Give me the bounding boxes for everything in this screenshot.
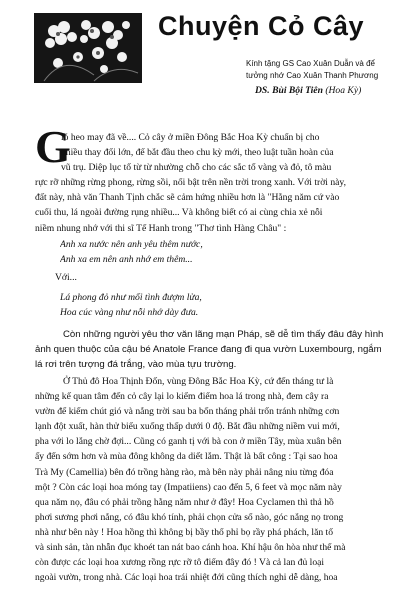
text-line: đất này, nhà văn Thanh Tịnh chắc sẽ cảm hứng nhiều hơn là "Hằng năm cứ vào — [35, 192, 340, 204]
dedication-line: Kính tặng GS Cao Xuân Duẫn và để — [246, 59, 375, 68]
text-line: rực rỡ những rừng phong, rừng sồi, nổi bật trên nền trời trong xanh. Với trời này, — [35, 177, 346, 189]
text-line: phơi sương phơi nắng, có đâu khó tính, phải chọn cửa sổ nào, góc nắng nọ trong — [35, 511, 344, 523]
poem-line: Lá phong đỏ như mối tình đượm lửa, — [60, 292, 202, 303]
text-line: ngoài vườn, trong nhà. Các loại hoa trái nhiệt đới cũng thích nghi dễ dàng, hoa — [35, 572, 338, 584]
text-line: ấy đến sớm hơn và mùa đông không da diết lắm. Thật là bất công : Tại sao hoa — [35, 451, 338, 463]
text-line: Trà My (Camellia) bên đó trồng hàng rào, mà bên này phải nâng niu từng đóa — [35, 466, 334, 478]
text-line: một ? Còn các loại hoa móng tay (Impatiiens) cao đến 5, 6 feet và mọc năm này — [35, 481, 342, 493]
text-line: nhà như bên này ! Hoa hồng thì không bị bầy thổ phỉ bọ rầy phá phách, lăn tố — [35, 526, 334, 538]
text-line: những kế quan tâm đến cỏ cây lại lo kiểm điểm hoa lá trong nhà, đem cây ra — [35, 391, 329, 403]
text-line: qua năm nọ, đâu có phải trồng hằng năm như ở đây! Hoa Cyclamen thì thả hồ — [35, 496, 334, 508]
text-line: lạnh đột xuất, hàn thử biểu xuống thấp dưới 0 độ. Bắt đầu những niềm vui mới, — [35, 421, 340, 433]
text-line: còn được các loại hoa xương rồng rực rỡ tô điểm đây đó ! Và cả lan đủ loại — [35, 557, 325, 569]
text-line: ió heo may đã về.... Cỏ cây ở miền Đông Bắc Hoa Kỳ chuẩn bị cho — [61, 132, 320, 143]
text-line: cuối thu, lá ngoài đường rụng nhiều... Và không biết có ai cùng chia xẻ nỗi — [35, 207, 323, 219]
article-title: Chuyện Cỏ Cây — [158, 11, 365, 41]
connector-text: Với... — [55, 272, 77, 283]
dedication-line: tưởng nhớ Cao Xuân Thanh Phương — [246, 71, 379, 80]
paragraph-3 — [35, 374, 401, 585]
paragraph-2 — [35, 327, 401, 372]
flower-illustration — [34, 13, 142, 83]
text-line: lá rơi trên tượng đá trắng, vào mùa tựu trường. — [35, 359, 237, 371]
poem-excerpt-2 — [60, 290, 390, 320]
text-line: vườn để kiếm chút gió và nắng trời sau ba bốn tháng phải trốn tránh những cơn — [35, 406, 340, 418]
text-line: pha với lo lắng chờ đợi... Cũng có ganh tị với bà con ở miền Tây, mùa xuân bên — [35, 436, 342, 448]
author-location: (Hoa Kỳ) — [325, 85, 362, 96]
text-line: ảnh quen thuộc của cậu bé Anatole France đang đi qua vườn Luxembourg, ngắm — [35, 344, 382, 356]
text-line: và sinh sản, tàn nhẫn đục khoét tan nát bao cánh hoa. Khí hậu ôn hòa như thế mà — [35, 542, 346, 554]
author-byline — [255, 85, 415, 97]
dedication — [246, 58, 412, 82]
text-line: niềm nhung nhớ với thi sĩ Tế Hanh trong "Thơ tình Hàng Châu" : — [35, 222, 287, 234]
drop-cap: G — [35, 121, 71, 172]
author-prefix: DS. — [255, 85, 270, 96]
text-line: nhiều thay đổi lớn, để bắt đầu theo chu kỳ mới, theo luật tuần hoàn của — [61, 147, 334, 159]
paragraph-1 — [35, 130, 401, 236]
poem-excerpt-1 — [60, 237, 390, 267]
poem-line: Anh xa nước nên anh yêu thêm nước, — [60, 239, 203, 250]
poem-line: Anh xa em nên anh nhớ em thêm... — [60, 254, 193, 266]
flower-photo — [34, 13, 142, 83]
text-line: vũ trụ. Diệp lục tố từ từ nhường chỗ cho các sắc tố vàng và đỏ, tô màu — [61, 162, 332, 174]
author-name: Bùi Bội Tiên — [272, 85, 323, 96]
text-line: Ở Thủ đô Hoa Thịnh Đốn, vùng Đông Bắc Hoa Kỳ, cứ đến tháng tư là — [63, 376, 334, 387]
text-line: Còn những người yêu thơ văn lãng mạn Pháp, sẽ dễ tìm thấy đâu đây hình — [63, 329, 384, 340]
poem-line: Hoa cúc vàng như nỗi nhớ dày đưa. — [60, 307, 199, 319]
